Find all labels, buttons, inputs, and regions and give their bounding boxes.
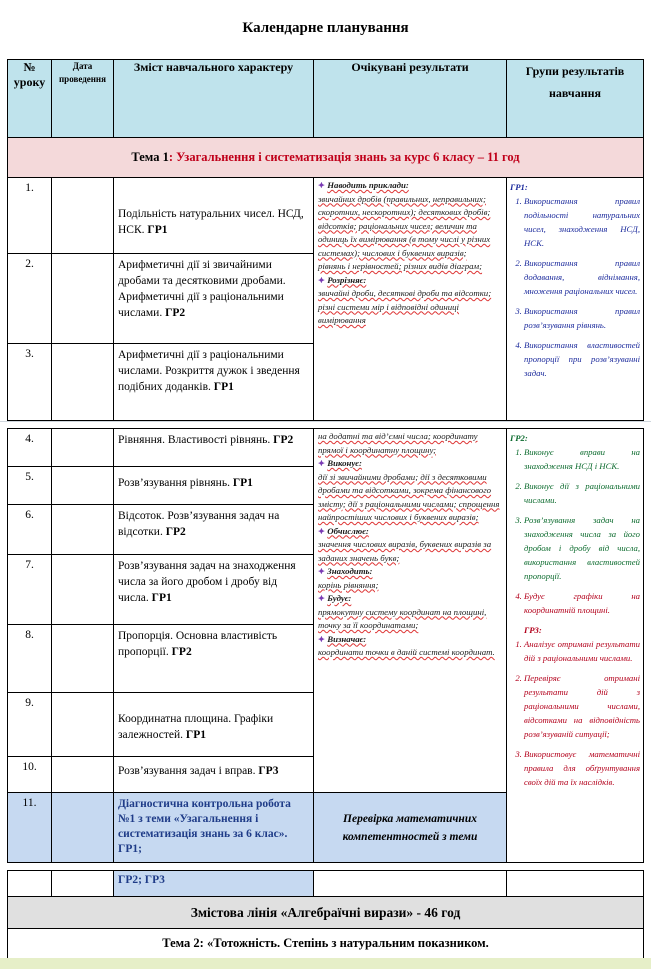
expected-results-block-2: на додатні та від’ємні числа; координату прямої і координатну площину; ⯌ Виконує: дії зі звичайними дробами; дії з десятковими дробами та відсотками, зокрема фінансового змісту; дії з раціональними числами; спрощення найпростіших числових і буквених виразів; ⯌ Обчислює: значення числових виразів, буквених виразів за заданих значень букв; ⯌ Знаходить: корінь рівняння; ⯌ Будує: прямокутну систему координат на площині, точку за її координатами; ⯌ Визначає: координати точки в даній системі координат. [314, 429, 507, 793]
lesson-5-content: Розв’язування рівнянь. ГР1 [114, 467, 314, 505]
lesson-7-date [52, 555, 114, 625]
lesson-7-num: 7. [8, 555, 52, 625]
lesson-9-date [52, 693, 114, 757]
diagnostic-content: Діагностична контрольна робота №1 з теми «Узагальнення і систематизація знань за 6 клас». ГР1; [114, 793, 314, 863]
plan-table-top [7, 59, 644, 421]
lesson-11-num: 11. [8, 793, 52, 863]
lesson-7-content: Розв’язування задач на знаходження числа за його дробом і дробу від числа. ГР1 [114, 555, 314, 625]
lesson-10-date [52, 757, 114, 793]
lesson-4-content: Рівняння. Властивості рівнянь. ГР2 [114, 429, 314, 467]
theme-1-title: : Узагальнення і систематизація знань за курс 6 класу – 11 год [168, 150, 520, 164]
cont-date-cell [52, 871, 114, 897]
lesson-9-num: 9. [8, 693, 52, 757]
lesson-4-date [52, 429, 114, 467]
col-content-header: Зміст навчального характеру [114, 60, 314, 138]
plan-table-bottom [7, 428, 644, 863]
theme-1-prefix: Тема 1 [131, 150, 169, 164]
lesson-10-content: Розв’язування задач і вправ. ГР3 [114, 757, 314, 793]
lesson-6-num: 6. [8, 505, 52, 555]
groups-block-1: ГР1: 1. Використання правил подільності натуральних чисел, знаходження НСД, НСК. 2. Використання правил додавання, віднімання, множення раціональних чисел. 3. Використання правил розв’язування рівнянь. 4. Використання властивостей пропорції при розв’язуванні задач. [507, 178, 644, 421]
col-groups-header: Групи результатів навчання [507, 60, 644, 138]
diagnostic-expected: Перевірка математичних компетентностей з теми [314, 793, 507, 863]
lesson-2-date [52, 254, 114, 344]
lesson-1-num: 1. [8, 178, 52, 254]
lesson-8-num: 8. [8, 625, 52, 693]
lesson-6-date [52, 505, 114, 555]
col-expected-header: Очікувані результати [314, 60, 507, 138]
diagnostic-content-continued: ГР2; ГР3 [114, 871, 314, 897]
expected-results-block-1: ⯌ Наводить приклади: звичайних дробів (правильних, неправильних; скоротних, нескоротних); десяткових дробів; відсотків; раціональних чисел; величин та одиниць їх вимірювання (в тому числі у різних системах); числових і буквених виразів; рівнянь і нерівностей; різних видів діаграм; ⯌ Розрізняє: звичайні дроби, десяткові дроби та відсотки; різні системи мір і відповідні одиниці вимірювання [314, 178, 507, 421]
page-title: Календарне планування [242, 20, 409, 36]
groups-block-2: ГР2: 1. Виконує вправи на знаходження НСД і НСК. 2. Виконує дії з раціональними числами. 3. Розв’язування задач на знаходження числа за його дробом і дробу від числа, використання властивостей пропорції. 4. Будує графіки на координатній площині. ГР3: 1. Аналізує отримані результати дій з раціональними числами. 2. Перевіряє отримані результати дій з раціональними числами, відсотками на відповідність розв’язуваній ситуації; 3. Використовує математичні правила для обґрунтування своїх дій та їх наслідків. [507, 429, 644, 863]
col-date-header: Дата проведення [52, 60, 114, 138]
bottom-strip [0, 958, 651, 969]
content-line-heading: Змістова лінія «Алгебраїчні вирази» - 46 год [8, 897, 644, 929]
lesson-4-num: 4. [8, 429, 52, 467]
theme-1-row [8, 138, 644, 178]
lesson-3-content: Арифметичні дії з раціональними числами. Розкриття дужок і зведення подібних доданків. ГР1 [114, 344, 314, 421]
lesson-3-date [52, 344, 114, 421]
lesson-5-date [52, 467, 114, 505]
lesson-5-num: 5. [8, 467, 52, 505]
lesson-11-date [52, 793, 114, 863]
lesson-2-content: Арифметичні дії зі звичайними дробами та десятковими дробами. Арифметичні дії з раціональними числами. ГР2 [114, 254, 314, 344]
lesson-1-content: Подільність натуральних чисел. НСД, НСК. ГР1 [114, 178, 314, 254]
lesson-3-num: 3. [8, 344, 52, 421]
lesson-10-num: 10. [8, 757, 52, 793]
theme-2-heading: Тема 2: «Тотожність. Степінь з натуральним показником. [8, 929, 644, 959]
lesson-1-date [52, 178, 114, 254]
lesson-9-content: Координатна площина. Графіки залежностей. ГР1 [114, 693, 314, 757]
cont-num-cell [8, 871, 52, 897]
col-num-header: № уроку [8, 60, 52, 138]
lesson-2-num: 2. [8, 254, 52, 344]
lesson-8-date [52, 625, 114, 693]
lesson-8-content: Пропорція. Основна властивість пропорції. ГР2 [114, 625, 314, 693]
plan-table-continuation [7, 870, 644, 959]
lesson-6-content: Відсоток. Розв’язування задач на відсотки. ГР2 [114, 505, 314, 555]
cont-expected-cell [314, 871, 507, 897]
cont-groups-cell [507, 871, 644, 897]
